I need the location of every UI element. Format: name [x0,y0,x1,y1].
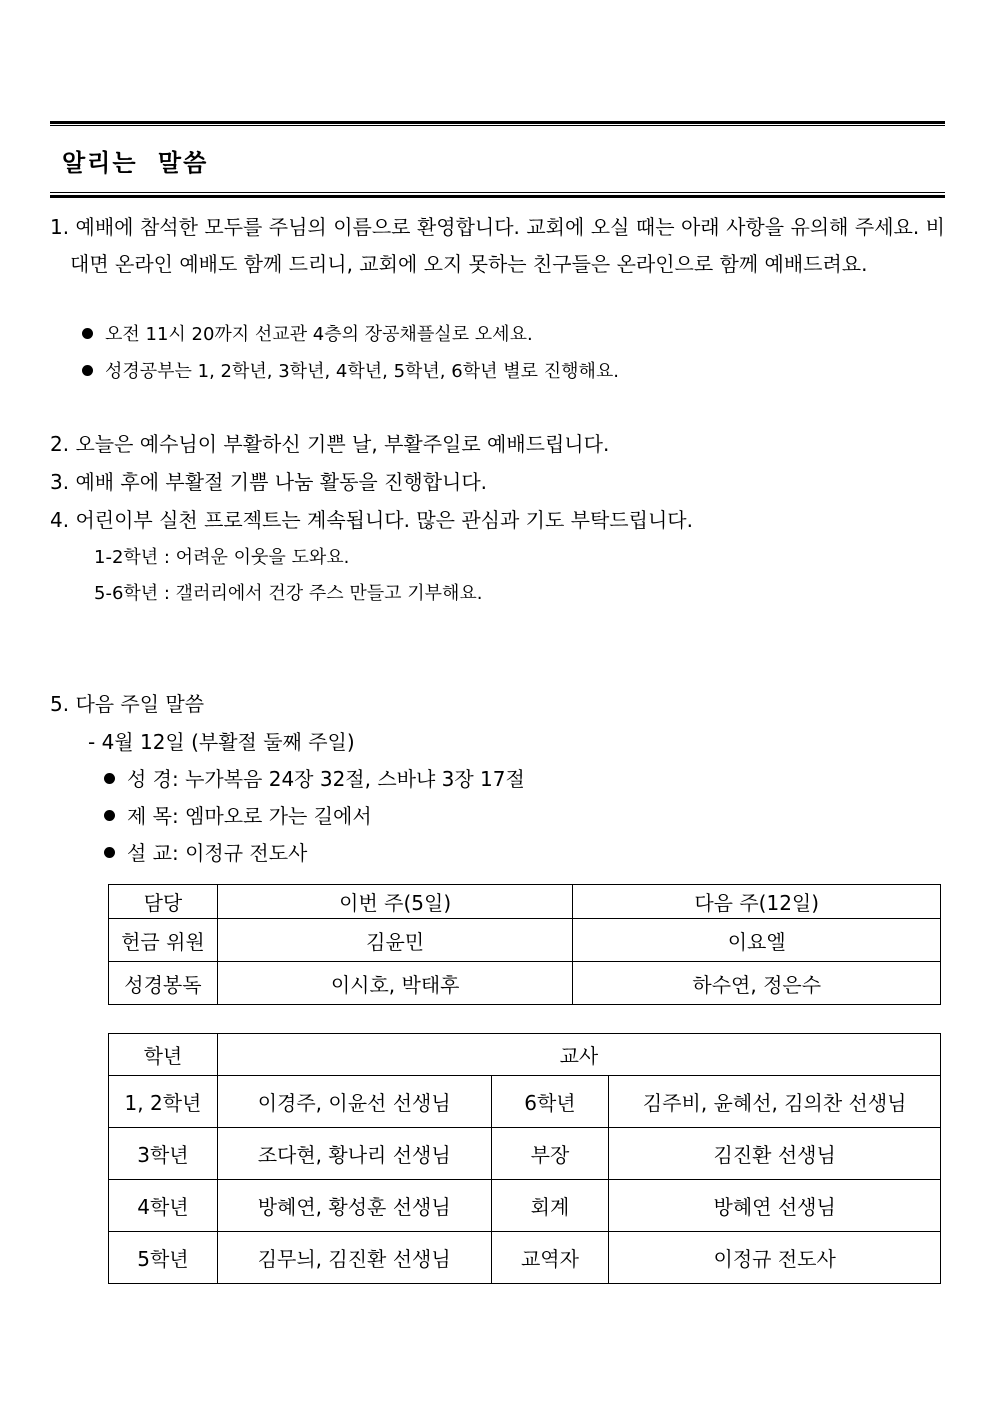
table-row [109,1128,941,1180]
table-cell: 헌금 위원 [109,919,218,962]
table-row [109,1076,941,1128]
notice-5-bullet-3: 설 교: 이정규 전도사 [104,839,307,867]
duty-table [108,884,941,1005]
table-cell: 6학년 [491,1076,609,1128]
table-cell: 하수연, 정은수 [573,962,941,1005]
table-header-row [109,1034,941,1076]
table-cell: 이시호, 박태후 [217,962,573,1005]
table-cell: 교역자 [491,1232,609,1284]
notice-5-date: - 4월 12일 (부활절 둘째 주일) [88,730,355,754]
table-row [109,1232,941,1284]
table-header-row [109,885,941,919]
table-cell: 성경봉독 [109,962,218,1005]
table-row [109,919,941,962]
table-cell: 김진환 선생님 [609,1128,941,1180]
table-cell: 조다현, 황나리 선생님 [217,1128,491,1180]
table-cell: 3학년 [109,1128,218,1180]
table-header-cell: 학년 [109,1034,218,1076]
table-cell: 회계 [491,1180,609,1232]
bullet-icon [82,328,93,339]
bullet-icon [104,810,115,821]
table-header-cell: 담당 [109,885,218,919]
table-cell: 김무늬, 김진환 선생님 [217,1232,491,1284]
notice-item-3: 3. 예배 후에 부활절 기쁨 나눔 활동을 진행합니다. [50,470,488,494]
table-cell: 4학년 [109,1180,218,1232]
table-cell: 이정규 전도사 [609,1232,941,1284]
table-cell: 방혜연 선생님 [609,1180,941,1232]
table-header-cell: 이번 주(5일) [217,885,573,919]
bullet-icon [104,847,115,858]
notice-5-bullet-2: 제 목: 엠마오로 가는 길에서 [104,802,372,830]
table-row [109,1180,941,1232]
table-cell: 부장 [491,1128,609,1180]
notice-1-bullet-1: 오전 11시 20까지 선교관 4층의 장공채플실로 오세요. [82,322,533,348]
table-cell: 김주비, 윤혜선, 김의찬 선생님 [609,1076,941,1128]
notice-1-bullet-2: 성경공부는 1, 2학년, 3학년, 4학년, 5학년, 6학년 별로 진행해요. [82,359,619,385]
table-header-cell: 다음 주(12일) [573,885,941,919]
table-cell: 이경주, 이윤선 선생님 [217,1076,491,1128]
notice-item-5: 5. 다음 주일 말씀 [50,692,205,716]
teacher-table [108,1033,941,1284]
header-rule-bottom [50,192,945,198]
table-row [109,962,941,1005]
notice-item-2: 2. 오늘은 예수님이 부활하신 기쁜 날, 부활주일로 예배드립니다. [50,432,610,456]
table-cell: 5학년 [109,1232,218,1284]
bullet-icon [82,365,93,376]
header-rule-top [50,121,945,126]
notice-4-line-2: 5-6학년 : 갤러리에서 건강 주스 만들고 기부해요. [94,583,483,604]
table-cell: 이요엘 [573,919,941,962]
table-cell: 1, 2학년 [109,1076,218,1128]
notice-5-bullet-1: 성 경: 누가복음 24장 32절, 스바냐 3장 17절 [104,765,525,793]
table-header-cell: 교사 [217,1034,940,1076]
bullet-icon [104,773,115,784]
notice-item-1: 1. 예배에 참석한 모두를 주님의 이름으로 환영합니다. 교회에 오실 때는 아래 사항을 유의해 주세요. 비대면 온라인 예배도 함께 드리니, 교회에 오지 못하는 친구들은 온라인으로 함께 예배드려요. [50,215,945,276]
table-cell: 김윤민 [217,919,573,962]
page-title: 알리는 말씀 [62,149,209,177]
notice-item-4: 4. 어린이부 실천 프로젝트는 계속됩니다. 많은 관심과 기도 부탁드립니다. [50,508,693,532]
notice-4-line-1: 1-2학년 : 어려운 이웃을 도와요. [94,547,350,568]
table-cell: 방혜연, 황성훈 선생님 [217,1180,491,1232]
